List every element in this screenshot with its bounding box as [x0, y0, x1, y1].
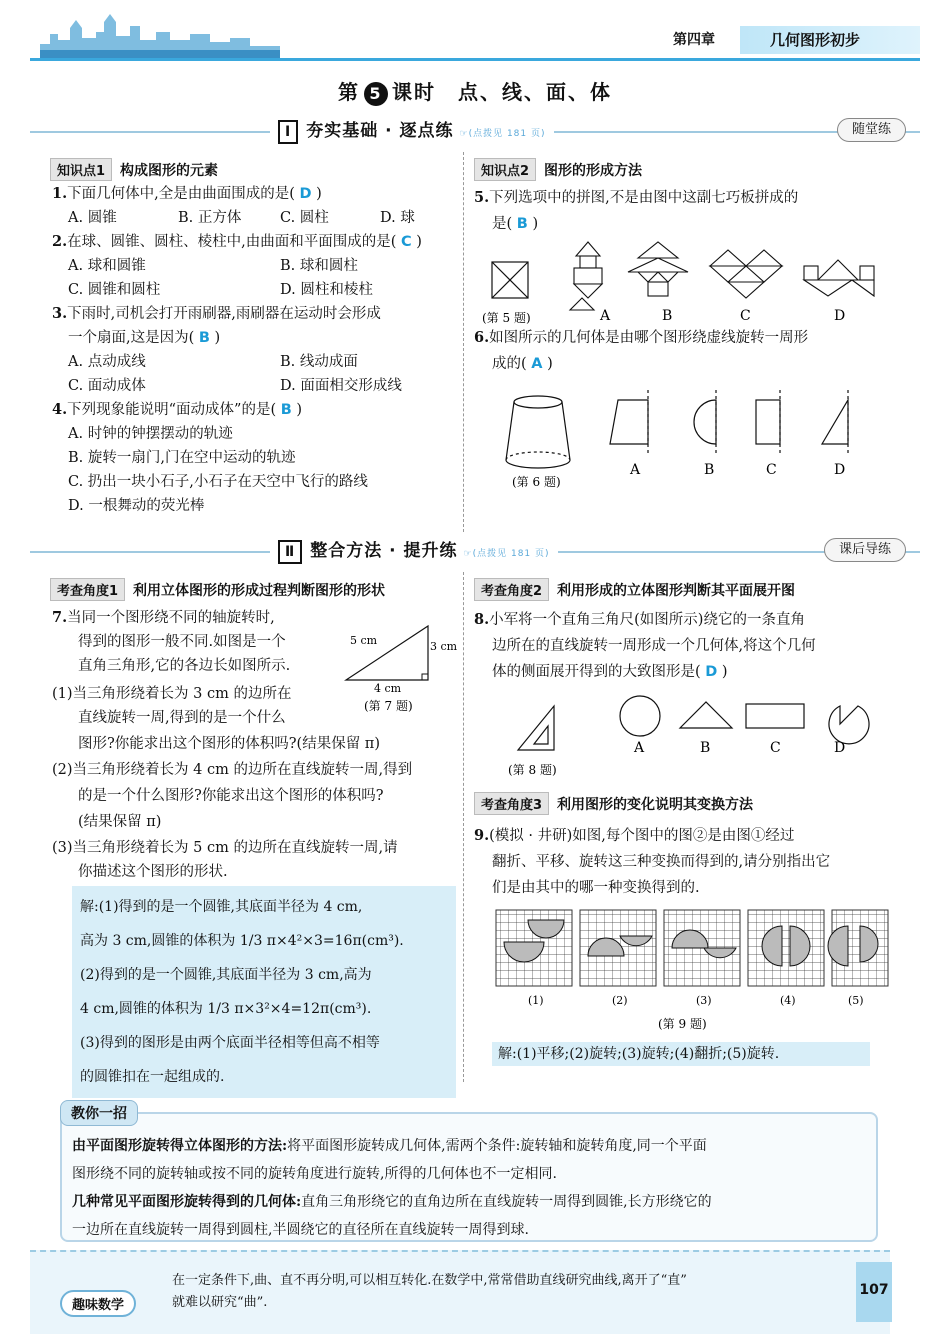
q9-fig-label-2: (2) — [612, 994, 628, 1007]
question-5-line2: 是( B ) — [492, 216, 539, 232]
q8-figure — [500, 690, 880, 782]
q8-line2: 边所在的直线旋转一周形成一个几何体,将这个几何 — [492, 638, 816, 654]
knowledge-point-2: 知识点2 图形的形成方法 — [474, 158, 642, 181]
q8-line3: 体的侧面展开得到的大致图形是( D ) — [492, 664, 728, 680]
q2-option-c: C. 圆锥和圆柱 — [68, 282, 161, 298]
angle-3-heading: 考查角度3 利用图形的变化说明其变换方法 — [474, 792, 753, 815]
q7-part2: (2)当三角形绕着长为 4 cm 的边所在直线旋转一周,得到 — [52, 762, 413, 778]
q1-option-d: D. 球 — [380, 210, 415, 226]
q6-label-d: D — [834, 462, 846, 478]
q7-caption: (第 7 题) — [364, 699, 413, 713]
q3-option-a: A. 点动成线 — [68, 354, 146, 370]
q8-label-d: D — [834, 740, 846, 756]
header-skyline-decoration — [40, 10, 280, 58]
q5-label-d: D — [834, 308, 846, 324]
q9-caption: (第 9 题) — [658, 1017, 707, 1031]
q8-label-c: C — [770, 740, 781, 756]
section-1-header: Ⅰ 夯实基础 · 逐点练 ☞(点拨见 181 页) 随堂练 — [30, 118, 920, 146]
knowledge-point-1: 知识点1 构成图形的元素 — [50, 158, 218, 181]
q7-part2-line2: 的是一个什么图形?你能求出这个图形的体积吗? — [78, 788, 384, 804]
footer-text: 在一定条件下,曲、直不再分明,可以相互转化.在数学中,常常借助直线研究曲线,离开了“直” 就难以研究“曲”. — [172, 1273, 687, 1310]
q6-label-a: A — [630, 462, 641, 478]
q7-line2: 得到的图形一般不同.如图是一个 — [78, 634, 286, 650]
q9-fig-label-3: (3) — [696, 994, 712, 1007]
q9-fig-label-5: (5) — [848, 994, 864, 1007]
q6-figure — [500, 380, 890, 495]
lesson-title: 第 5 课时 点、线、面、体 — [338, 80, 612, 104]
q6-label-b: B — [704, 462, 715, 478]
q1-option-a: A. 圆锥 — [68, 210, 117, 226]
q9-fig-label-4: (4) — [780, 994, 796, 1007]
question-2: 2.在球、圆锥、圆柱、棱柱中,由曲面和平面围成的是( C ) — [52, 233, 422, 250]
q7-line3: 直角三角形,它的各边长如图所示. — [78, 658, 291, 674]
column-divider-2 — [463, 572, 464, 1082]
q9-grid-figures — [492, 906, 892, 1036]
q9-fig-label-1: (1) — [528, 994, 544, 1007]
q7-base-label: 4 cm — [374, 682, 402, 695]
q7-part1-line2: 直线旋转一周,得到的是一个什么 — [78, 710, 286, 726]
q2-option-d: D. 圆柱和棱柱 — [280, 282, 373, 298]
question-3-line2: 一个扇面,这是因为( B ) — [68, 330, 221, 346]
q5-caption: (第 5 题) — [482, 311, 531, 325]
question-3: 3.下雨时,司机会打开雨刷器,雨刷器在运动时会形成 — [52, 305, 381, 322]
q3-option-b: B. 线动成面 — [280, 354, 358, 370]
q6-caption: (第 6 题) — [512, 475, 561, 489]
q7-part1-line3: 图形?你能求出这个图形的体积吗?(结果保留 π) — [78, 736, 380, 752]
q7-solution: 解:(1)得到的是一个圆锥,其底面半径为 4 cm, 高为 3 cm,圆锥的体积为 1/3 π×4²×3=16π(cm³). (2)得到的是一个圆锥,其底面半径为 3 cm,高为 4 cm,圆锥的体积为 1/3 π×3²×4=12π(cm³). (3)得到的图形是由两个底面半径相等但高不相等 的圆锥扣在一起组成的. — [72, 886, 456, 1098]
q1-option-b: B. 正方体 — [178, 210, 242, 226]
section-2-tag: 课后导练 — [824, 538, 906, 562]
q9-line3: 们是由其中的哪一种变换得到的. — [492, 880, 700, 896]
question-5: 5.下列选项中的拼图,不是由图中这副七巧板拼成的 — [474, 189, 799, 206]
q6-label-c: C — [766, 462, 777, 478]
q8-caption: (第 8 题) — [508, 763, 557, 777]
q9-line2: 翻折、平移、旋转这三种变换而得到的,请分别指出它 — [492, 854, 831, 870]
q7-part3: (3)当三角形绕着长为 5 cm 的边所在直线旋转一周,请 — [52, 840, 398, 856]
chapter-title: 几何图形初步 — [740, 26, 920, 54]
q4-option-a: A. 时钟的钟摆摆动的轨迹 — [68, 426, 233, 442]
section-2-header: Ⅱ 整合方法 · 提升练 ☞(点拨见 181 页) 课后导练 — [30, 538, 920, 566]
page-number: 107 — [856, 1262, 892, 1322]
q5-label-c: C — [740, 308, 751, 324]
tip-text: 由平面图形旋转得立体图形的方法:将平面图形旋转成几何体,需两个条件:旋转轴和旋转角度,同一个平面 图形绕不同的旋转轴或按不同的旋转角度进行旋转,所得的几何体也不一定相同. 几种常见平面图形旋转得到的几何体:直角三角形绕它的直角边所在直线旋转一周得到圆锥,长方形绕它的 一边所在直线旋转一周得到圆柱,半圆绕它的直径所在直线旋转一周得到球. — [72, 1138, 712, 1238]
q8-label-a: A — [634, 740, 645, 756]
q7-part2-line3: (结果保留 π) — [78, 814, 162, 830]
question-6-line2: 成的( A ) — [492, 356, 553, 372]
q3-option-d: D. 面面相交形成线 — [280, 378, 402, 394]
q5-label-a: A — [600, 308, 611, 324]
q7-part1: (1)当三角形绕着长为 3 cm 的边所在 — [52, 686, 292, 702]
q2-option-a: A. 球和圆锥 — [68, 258, 146, 274]
question-9: 9.(模拟 · 井研)如图,每个图中的图②是由图①经过 — [474, 827, 795, 844]
q5-label-b: B — [662, 308, 673, 324]
q4-option-b: B. 旋转一扇门,门在空中运动的轨迹 — [68, 450, 296, 466]
q7-hyp-label: 5 cm — [350, 634, 378, 647]
chapter-label: 第四章 — [673, 32, 715, 48]
section-1-tag: 随堂练 — [837, 118, 906, 142]
question-4: 4.下列现象能说明“面动成体”的是( B ) — [52, 401, 303, 418]
fun-math-tag: 趣味数学 — [60, 1290, 136, 1317]
q9-solution: 解:(1)平移;(2)旋转;(3)旋转;(4)翻折;(5)旋转. — [492, 1042, 870, 1066]
column-divider — [463, 152, 464, 532]
q7-part3-line2: 你描述这个图形的形状. — [78, 864, 228, 880]
header-rule — [30, 58, 920, 61]
q2-option-b: B. 球和圆柱 — [280, 258, 358, 274]
q7-side-label: 3 cm — [430, 640, 458, 653]
q4-option-d: D. 一根舞动的荧光棒 — [68, 498, 205, 514]
q8-label-b: B — [700, 740, 711, 756]
tip-tag: 教你一招 — [60, 1100, 138, 1126]
question-7: 7.当同一个图形绕不同的轴旋转时, — [52, 609, 275, 626]
q3-option-c: C. 面动成体 — [68, 378, 146, 394]
question-6: 6.如图所示的几何体是由哪个图形绕虚线旋转一周形 — [474, 329, 809, 346]
q5-tangram-figure — [478, 236, 898, 328]
angle-2-heading: 考查角度2 利用形成的立体图形判断其平面展开图 — [474, 578, 795, 601]
q7-triangle-figure — [340, 620, 460, 720]
question-1: 1.下面几何体中,全是由曲面围成的是( D ) — [52, 185, 322, 202]
question-8: 8.小军将一个直角三角尺(如图所示)绕它的一条直角 — [474, 611, 805, 628]
q1-option-c: C. 圆柱 — [280, 210, 329, 226]
q4-option-c: C. 扔出一块小石子,小石子在天空中飞行的路线 — [68, 474, 368, 490]
angle-1-heading: 考查角度1 利用立体图形的形成过程判断图形的形状 — [50, 578, 385, 601]
